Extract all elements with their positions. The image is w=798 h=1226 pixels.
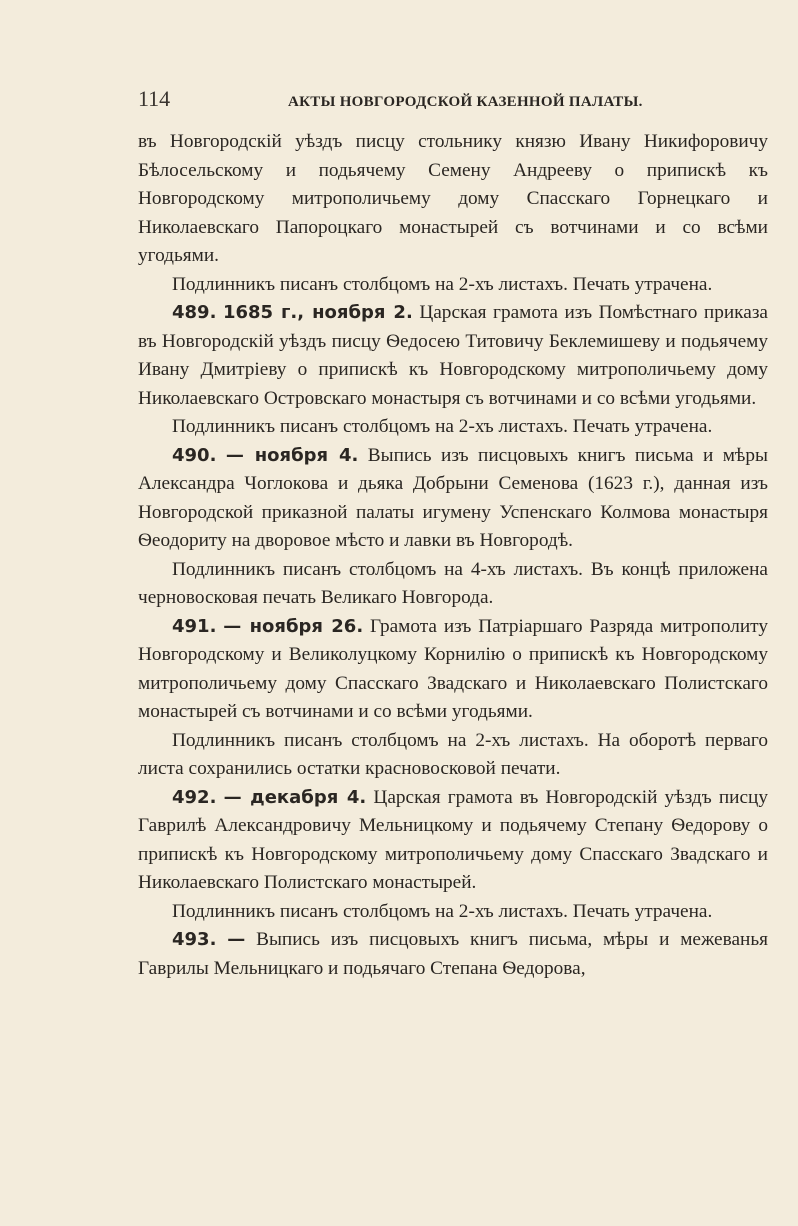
entry-text: Царская грамота изъ Помѣстнаго приказа въ Новгородскій уѣздъ писцу Ѳедосею Титовичу Беклемишеву и подьячему Ивану Дмитріеву о припискѣ къ Новгородскому митрополичьему дому Николаевскаго Островскаго монастыря съ вотчинами и со всѣми угодьями. (138, 302, 768, 409)
page-header (138, 86, 768, 116)
running-title: АКТЫ НОВГОРОДСКОЙ КАЗЕННОЙ ПАЛАТЫ. (288, 94, 643, 110)
entry-date: — декабря 4. (223, 786, 367, 808)
entry-491 (138, 613, 768, 727)
entry-note: Подлинникъ писанъ столбцомъ на 2-хъ листахъ. Печать утрачена. (172, 416, 713, 437)
page-body (138, 128, 768, 983)
entry-note: Подлинникъ писанъ столбцомъ на 2-хъ листахъ. На оборотѣ перваго листа сохранились остатки красновосковой печати. (138, 729, 768, 779)
entry-number: 493. (172, 929, 217, 950)
entry-489 (138, 299, 768, 413)
entry-date: 1685 г., ноября 2. (222, 302, 413, 323)
intro-text: въ Новгородскій уѣздъ писцу стольнику князю Ивану Никифоровичу Бѣлосельскому и подьячему Семену Андрееву о припискѣ къ Новгородскому митрополичьему дому Спасскаго Горнецкаго и Николаевскаго Папороцкаго монастырей съ вотчинами и со всѣми угодьями. (138, 131, 768, 266)
entry-note: Подлинникъ писанъ столбцомъ на 4-хъ листахъ. Въ концѣ приложена черновосковая печать Великаго Новгорода. (138, 558, 768, 608)
entry-date: — (227, 929, 246, 950)
entry-date: — ноября 4. (225, 444, 359, 466)
entry-number: 491. (172, 615, 217, 637)
entry-number: 490. (172, 444, 217, 466)
entry-date: — ноября 26. (223, 615, 364, 637)
entry-note: Подлинникъ писанъ столбцомъ на 2-хъ листахъ. Печать утрачена. (172, 900, 713, 922)
entry-text: Выпись изъ писцовыхъ книгъ письма и мѣры Александра Чоглокова и дьяка Добрыни Семенова (1623 г.), данная изъ Новгородской приказной палаты игумену Успенскаго Колмова монастыря Ѳеодориту на дворовое мѣсто и лавки въ Новгородѣ. (138, 444, 768, 551)
entry-493 (138, 926, 768, 983)
entry-text: Грамота изъ Патріаршаго Разряда митрополиту Новгородскому и Великолуцкому Корнилію о припискѣ къ Новгородскому митрополичьему дому Спасскаго Звадскаго и Николаевскаго Полистскаго монастырей съ вотчинами и со всѣми угодьями. (138, 615, 768, 722)
entry-number: 489. (172, 302, 217, 323)
entry-text: Царская грамота въ Новгородскій уѣздъ писцу Гаврилѣ Александровичу Мельницкому и подьячему Степану Ѳедорову о припискѣ къ Новгородскому митрополичьему дому Спасскаго Звадскаго и Николаевскаго Полистскаго монастырей. (138, 786, 769, 893)
page-number: 114 (138, 86, 171, 111)
intro-note: Подлинникъ писанъ столбцомъ на 2-хъ листахъ. Печать утрачена. (172, 273, 713, 295)
entry-text: Выпись изъ писцовыхъ книгъ письма, мѣры и межеванья Гаврилы Мельницкаго и подьячаго Степана Ѳедорова, (138, 929, 768, 979)
entry-number: 492. (172, 786, 217, 808)
entry-492 (138, 784, 768, 898)
entry-490 (138, 442, 768, 556)
